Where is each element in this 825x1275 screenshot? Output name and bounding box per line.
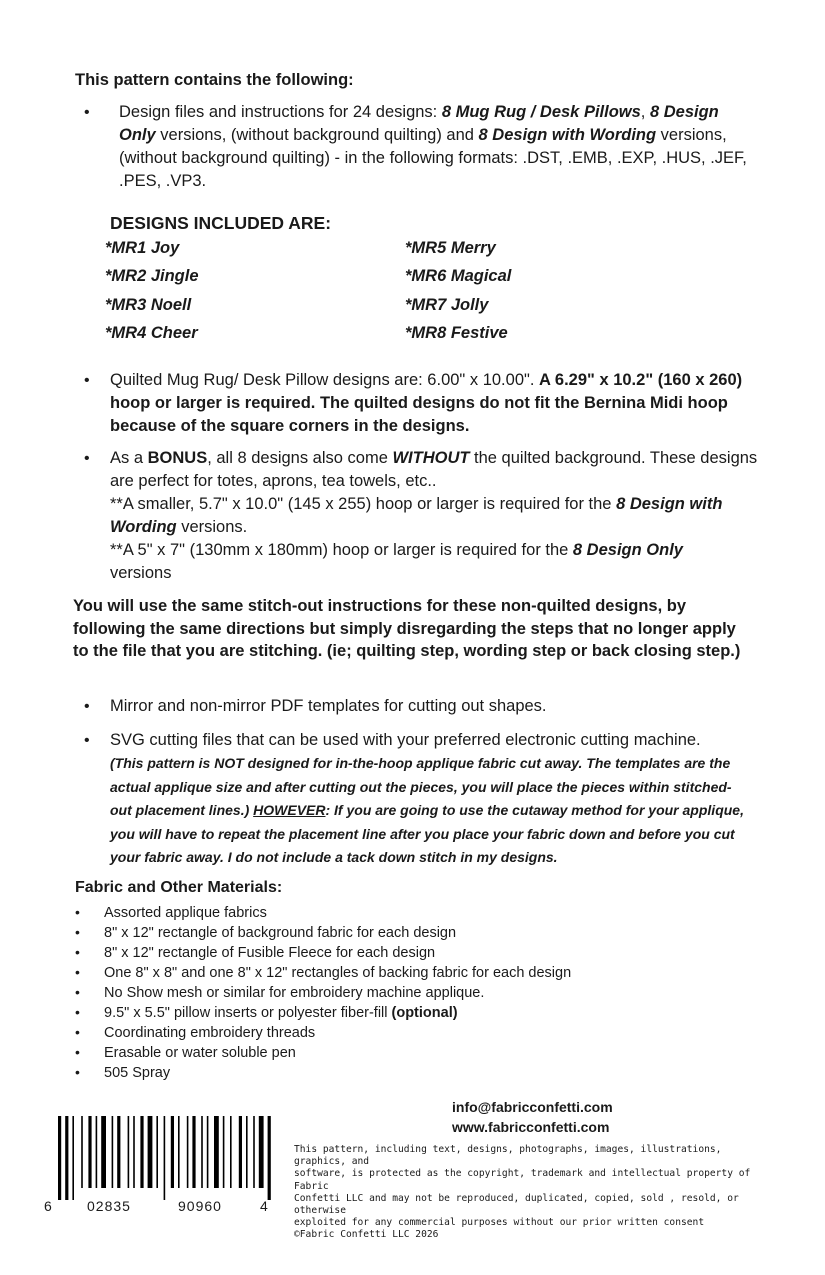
material-bullet: • <box>75 964 80 980</box>
formats-text-1: Design files and instructions for 24 designs: <box>119 103 442 121</box>
barcode-bar <box>65 1116 68 1200</box>
design-name: *MR4 Cheer <box>105 323 198 342</box>
bonus-hoop-wording: **A smaller, 5.7" x 10.0" (145 x 255) hoop or larger is required for the <box>110 495 617 513</box>
barcode-lead-digit: 6 <box>44 1198 52 1214</box>
legal-line: exploited for any commercial purposes without our prior written consent <box>294 1217 705 1229</box>
design-name: *MR8 Festive <box>405 323 508 342</box>
bonus-label: BONUS <box>147 449 208 467</box>
svg-cutting-item: SVG cutting files that can be used with your preferred electronic cutting machine. <box>110 731 701 749</box>
designs-left-column <box>105 237 199 350</box>
formats-design-only: 8 Design Only <box>119 103 719 144</box>
optional-label: (optional) <box>391 1005 458 1021</box>
barcode-group-1: 02835 <box>87 1198 131 1214</box>
bonus-text-1: As a <box>110 449 148 467</box>
material-bullet: • <box>75 1064 80 1080</box>
material-item: Coordinating embroidery threads <box>104 1025 316 1041</box>
material-bullet: • <box>75 1024 80 1040</box>
barcode-bar <box>88 1116 91 1188</box>
note-text-1: (This pattern is NOT designed for in-the-hoop applique fabric cut away. The templates are the actual applique size and after cutting out the pieces, you will place the pieces within stitched-out placement lines.) <box>110 755 732 818</box>
contact-website[interactable]: www.fabricconfetti.com <box>452 1119 610 1135</box>
barcode-bar <box>133 1116 135 1188</box>
formats-mug-rug: 8 Mug Rug / Desk Pillows <box>441 103 641 121</box>
material-item: No Show mesh or similar for embroidery machine applique. <box>104 985 485 1001</box>
material-item: 505 Spray <box>104 1065 171 1081</box>
material-bullet: • <box>75 944 80 960</box>
design-name: *MR6 Magical <box>405 267 512 286</box>
legal-line: software, is protected as the copyright, trademark and intellectual property of Fabric <box>294 1168 751 1192</box>
barcode-bar <box>96 1116 98 1188</box>
material-item: 8" x 12" rectangle of background fabric for each design <box>104 925 457 941</box>
barcode-bar <box>72 1116 74 1200</box>
design-name: *MR5 Merry <box>405 239 496 257</box>
bonus-design-only: 8 Design Only <box>572 541 683 559</box>
barcode-check-digit: 4 <box>260 1198 268 1214</box>
barcode-bar <box>156 1116 158 1188</box>
formats-design-wording: 8 Design with Wording <box>478 126 657 144</box>
quilted-text: Quilted Mug Rug/ Desk Pillow designs are: 6.00" x 10.00". <box>110 371 540 389</box>
barcode-bar <box>268 1116 271 1200</box>
bonus-without: WITHOUT <box>392 449 470 467</box>
bonus-text-5: versions. <box>176 518 248 536</box>
bonus-text-3: the quilted background. These designs are perfect for totes, aprons, tea towels, etc.. <box>110 449 758 490</box>
quilted-item <box>110 369 760 438</box>
mirror-item: Mirror and non-mirror PDF templates for cutting out shapes. <box>110 697 547 715</box>
barcode-bar <box>112 1116 114 1188</box>
formats-text-2: , <box>640 103 650 121</box>
legal-line: ©Fabric Confetti LLC 2026 <box>294 1229 439 1241</box>
bonus-design-wording: 8 Design with Wording <box>110 495 723 536</box>
bonus-text-2: , all 8 designs also come <box>207 449 393 467</box>
barcode-bar <box>140 1116 143 1188</box>
designs-heading: DESIGNS INCLUDED ARE: <box>110 213 332 233</box>
bonus-hoop-only: **A 5" x 7" (130mm x 180mm) hoop or larger is required for the <box>110 541 573 559</box>
applique-note <box>110 752 750 870</box>
bonus-versions: versions <box>110 564 172 582</box>
material-item: 8" x 12" rectangle of Fusible Fleece for each design <box>104 945 436 961</box>
material-item: Assorted applique fabrics <box>104 905 267 921</box>
bullet-mirror: • <box>84 698 90 715</box>
material-item: Erasable or water soluble pen <box>104 1045 296 1061</box>
barcode-bar <box>81 1116 83 1188</box>
material-bullet: • <box>75 1004 80 1020</box>
bullet-formats: • <box>84 104 90 121</box>
note-text-2: : If you are going to use the cutaway method for your applique, you will have to repeat the placement line after you place your fabric down and before you cut your fabric away. I do not include a tack down stitch in my designs. <box>110 802 744 865</box>
material-bullet: • <box>75 924 80 940</box>
barcode-bar <box>259 1116 264 1188</box>
barcode-bar <box>207 1116 209 1188</box>
design-name: *MR2 Jingle <box>105 267 199 286</box>
barcode-bar <box>239 1116 242 1188</box>
barcode-bar <box>117 1116 120 1188</box>
barcode-bar <box>58 1116 61 1200</box>
barcode-bar <box>201 1116 203 1188</box>
bullet-bonus: • <box>84 450 90 467</box>
barcode-bar <box>214 1116 219 1188</box>
barcode-bar <box>192 1116 195 1188</box>
quilted-hoop-requirement: A 6.29" x 10.2" (160 x 260) hoop or larger is required. The quilted designs do not fit the Bernina Midi hoop because of the square corners in the designs. <box>110 371 743 435</box>
note-however: HOWEVER <box>253 802 326 818</box>
contents-heading: This pattern contains the following: <box>75 71 354 89</box>
design-name: *MR1 Joy <box>105 239 180 257</box>
barcode-bar <box>246 1116 248 1188</box>
barcode-group-2: 90960 <box>178 1198 222 1214</box>
material-item <box>104 1003 458 1023</box>
barcode-bar <box>178 1116 180 1188</box>
material-bullet: • <box>75 984 80 1000</box>
formats-item <box>119 101 759 193</box>
material-bullet: • <box>75 904 80 920</box>
barcode-bar <box>148 1116 153 1188</box>
material-pillow-text: 9.5" x 5.5" pillow inserts or polyester fiber-fill <box>104 1005 392 1021</box>
copyright-notice <box>294 1144 774 1242</box>
legal-line: This pattern, including text, designs, photographs, images, illustrations, graphics, and <box>294 1144 722 1168</box>
barcode-bar <box>128 1116 130 1188</box>
designs-right-column <box>405 237 511 350</box>
barcode-bar <box>171 1116 174 1188</box>
barcode-icon <box>58 1116 278 1200</box>
material-item: One 8" x 8" and one 8" x 12" rectangles of backing fabric for each design <box>104 965 572 981</box>
legal-line: Confetti LLC and may not be reproduced, duplicated, copied, sold , resold, or otherwise <box>294 1192 739 1217</box>
bullet-quilted: • <box>84 372 90 389</box>
barcode-bar <box>101 1116 106 1188</box>
barcode-bar <box>230 1116 232 1188</box>
bonus-item <box>110 447 770 585</box>
barcode-bar <box>187 1116 189 1188</box>
fabric-heading: Fabric and Other Materials: <box>75 879 283 896</box>
formats-text-3: versions, (without background quilting) and <box>155 126 479 144</box>
barcode-bar <box>223 1116 225 1188</box>
formats-text-4: versions, (without background quilting) - in the following formats: .DST, .EMB, .EXP, .HUS, .JEF, .PES, .VP3. <box>119 126 747 190</box>
barcode-bar <box>253 1116 255 1188</box>
material-bullet: • <box>75 1044 80 1060</box>
design-name: *MR7 Jolly <box>405 295 489 314</box>
contact-email[interactable]: info@fabricconfetti.com <box>452 1099 613 1115</box>
barcode-bar <box>164 1116 166 1200</box>
design-name: *MR3 Noell <box>105 295 192 314</box>
stitch-out-paragraph: You will use the same stitch-out instructions for these non-quilted designs, by following the same directions but simply disregarding the steps that no longer apply to the file that you are stitching. (ie; quilting step, wording step or back closing step.) <box>73 597 741 660</box>
bullet-svg: • <box>84 732 90 749</box>
